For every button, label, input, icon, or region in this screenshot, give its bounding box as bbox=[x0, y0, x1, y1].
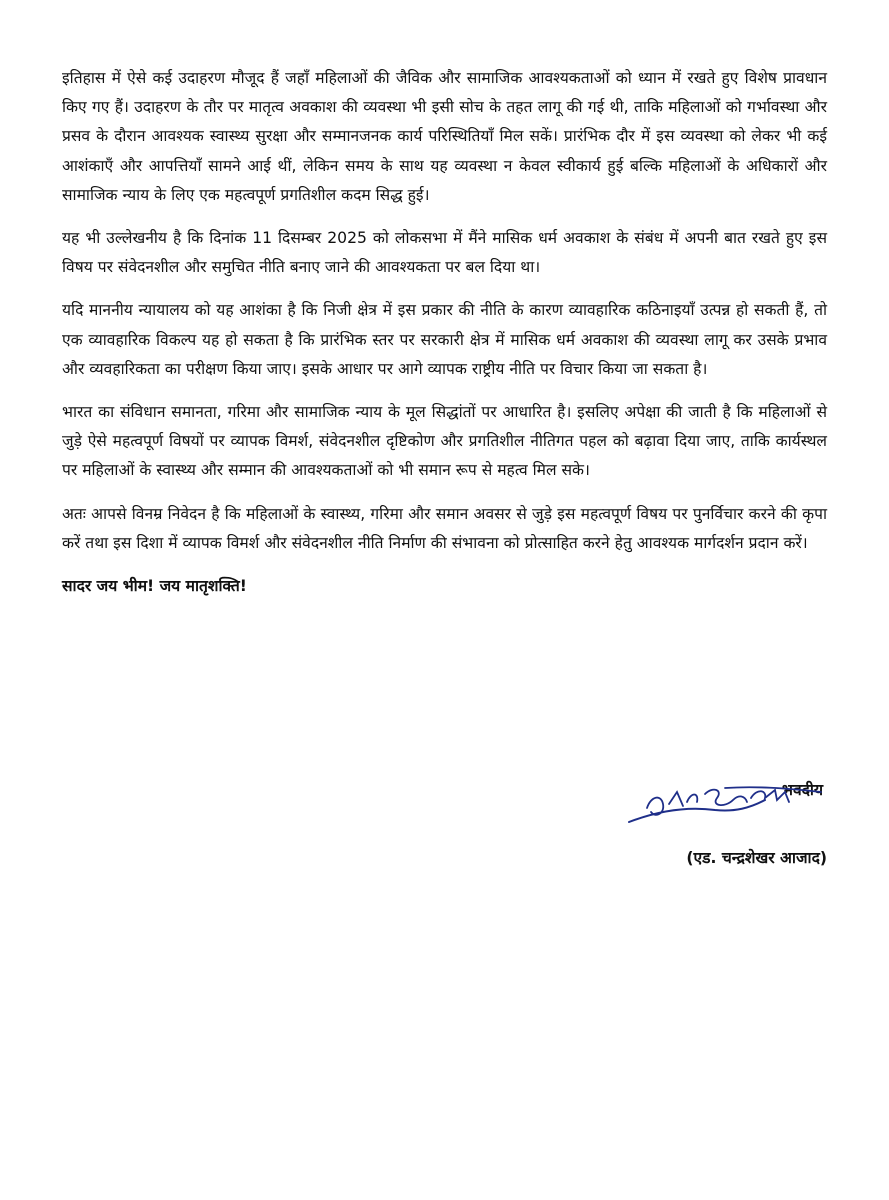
paragraph-government-sector: यदि माननीय न्यायालय को यह आशंका है कि निजी क्षेत्र में इस प्रकार की नीति के कारण व्यावहारिक कठिनाइयाँ उत्पन्न हो सकती हैं, तो एक व्यावहारिक विकल्प यह हो सकता है कि प्रारंभिक स्तर पर सरकारी क्षेत्र में मासिक धर्म अवकाश की व्यवस्था लागू कर उसके प्रभाव और व्यवहारिकता का परीक्षण किया जाए। इसके आधार पर आगे व्यापक राष्ट्रीय नीति पर विचार किया जा सकता है। bbox=[62, 301, 827, 378]
closing-block bbox=[567, 776, 827, 876]
letter-body bbox=[62, 64, 827, 601]
closing-yours: भवदीय bbox=[782, 781, 823, 799]
signatory-name: (एड. चन्द्रशेखर आजाद) bbox=[686, 849, 827, 867]
paragraph-loksabha: यह भी उल्लेखनीय है कि दिनांक 11 दिसम्बर 2025 को लोकसभा में मैंने मासिक धर्म अवकाश के संबंध में अपनी बात रखते हुए इस विषय पर संवेदनशील और समुचित नीति बनाए जाने की आवश्यकता पर बल दिया था। bbox=[62, 229, 827, 277]
salutation: सादर जय भीम! जय मातृशक्ति! bbox=[62, 577, 247, 596]
paragraph-constitution: भारत का संविधान समानता, गरिमा और सामाजिक न्याय के मूल सिद्धांतों पर आधारित है। इसलिए अपेक्षा की जाती है कि महिलाओं से जुड़े ऐसे महत्वपूर्ण विषयों पर व्यापक विमर्श, संवेदनशील दृष्टिकोण और प्रगतिशील नीतिगत पहल को बढ़ावा दिया जाए, ताकि कार्यस्थल पर महिलाओं के स्वास्थ्य और सम्मान की आवश्यकताओं को भी समान रूप से महत्व मिल सके। bbox=[62, 403, 827, 480]
paragraph-history: इतिहास में ऐसे कई उदाहरण मौजूद हैं जहाँ महिलाओं की जैविक और सामाजिक आवश्यकताओं को ध्यान में रखते हुए विशेष प्रावधान किए गए हैं। उदाहरण के तौर पर मातृत्व अवकाश की व्यवस्था भी इसी सोच के तहत लागू की गई थी, ताकि महिलाओं को गर्भावस्था और प्रसव के दौरान आवश्यक स्वास्थ्य सुरक्षा और सम्मानजनक कार्य परिस्थितियाँ मिल सकें। प्रारंभिक दौर में इस व्यवस्था को लेकर भी कई आशंकाएँ और आपत्तियाँ सामने आई थीं, लेकिन समय के साथ यह व्यवस्था न केवल स्वीकार्य हुई बल्कि महिलाओं के अधिकारों और सामाजिक न्याय के लिए एक महत्वपूर्ण प्रगतिशील कदम सिद्ध हुई। bbox=[62, 69, 827, 204]
paragraph-request: अतः आपसे विनम्र निवेदन है कि महिलाओं के स्वास्थ्य, गरिमा और समान अवसर से जुड़े इस महत्वपूर्ण विषय पर पुनर्विचार करने की कृपा करें तथा इस दिशा में व्यापक विमर्श और संवेदनशील नीति निर्माण की संभावना को प्रोत्साहित करने हेतु आवश्यक मार्गदर्शन प्रदान करें। bbox=[62, 504, 827, 552]
signature bbox=[625, 784, 825, 828]
